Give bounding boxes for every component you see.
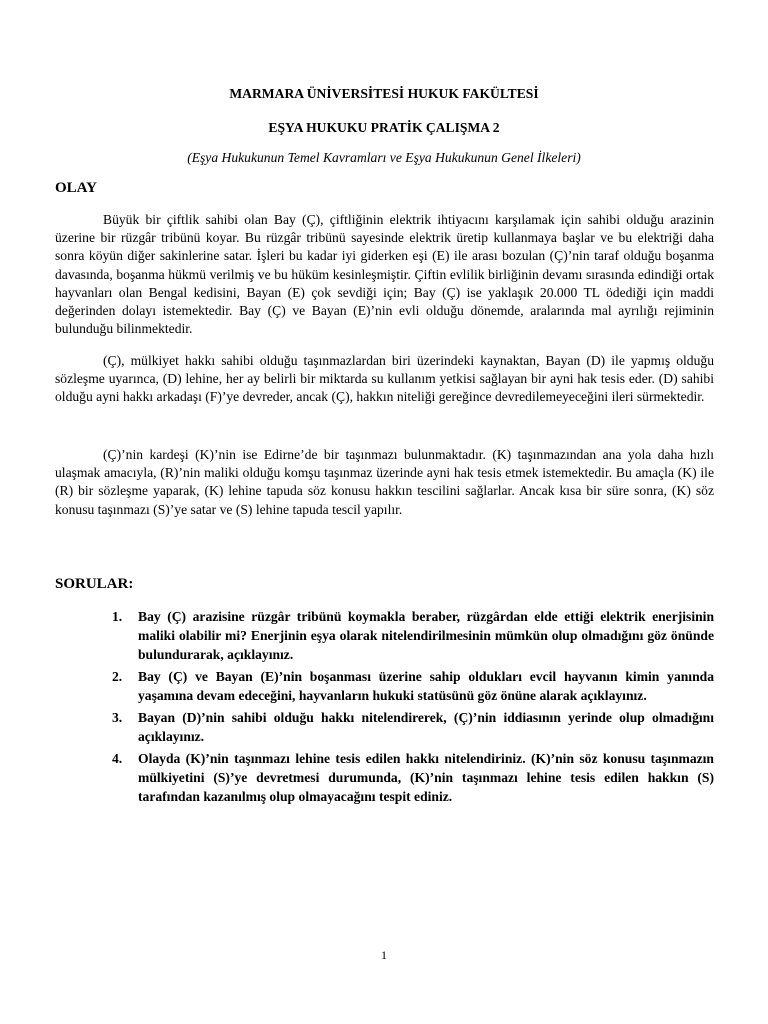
sorular-heading: SORULAR: bbox=[55, 576, 134, 592]
case-paragraph-2: (Ç), mülkiyet hakkı sahibi olduğu taşınmazlardan biri üzerindeki kaynaktan, Bayan (D) ile yapmış olduğu sözleşme uyarınca, (D) lehine, her ay belirli bir miktarda su kullanım yetkisi sağlayan bir ayni hak tesis eder. (D) sahibi olduğu ayni hakkı arkadaşı (F)’ye devreder, ancak (Ç), hakkın niteliği gereğince devredilemeyeceğini ileri sürmektedir. bbox=[55, 353, 714, 405]
page-number: 1 bbox=[381, 948, 387, 962]
question-item bbox=[110, 667, 714, 705]
question-item bbox=[110, 708, 714, 746]
document-subtitle: (Eşya Hukukunun Temel Kavramları ve Eşya Hukukunun Genel İlkeleri) bbox=[187, 150, 581, 165]
question-number: 1. bbox=[112, 609, 123, 624]
question-item bbox=[110, 749, 714, 806]
question-text: Bay (Ç) ve Bayan (E)’nin boşanması üzerine sahip oldukları evcil hayvanın kimin yanında yaşamına devam edeceğini, hayvanların hukuki statüsünü göz önüne alarak açıklayınız. bbox=[138, 669, 714, 703]
case-paragraph-3: (Ç)’nin kardeşi (K)’nin ise Edirne’de bir taşınmazı bulunmaktadır. (K) taşınmazından ana yola daha hızlı ulaşmak amacıyla, (R)’nin maliki olduğu komşu taşınmaz üzerinde ayni hak tesis etmek istemektedir. Bu amaçla (K) ile (R) bir sözleşme yaparak, (K) lehine tapuda söz konusu hakkın tescilini sağlarlar. Ancak kısa bir süre sonra, (K) söz konusu taşınmazı (S)’ye satar ve (S) lehine tapuda tescil yapılır. bbox=[55, 447, 714, 517]
question-item bbox=[110, 607, 714, 664]
question-number: 3. bbox=[112, 710, 123, 725]
document-title-institution: MARMARA ÜNİVERSİTESİ HUKUK FAKÜLTESİ bbox=[229, 86, 539, 101]
question-text: Olayda (K)’nin taşınmazı lehine tesis edilen hakkı nitelendiriniz. (K)’nin söz konusu taşınmazın mülkiyetini (S)’ye devretmesi durumunda, (K)’nin taşınmazı lehine tesis edilen hakkın (S) tarafından kazanılmış olup olmayacağını tespit ediniz. bbox=[138, 751, 714, 804]
questions-list bbox=[110, 607, 714, 809]
question-number: 2. bbox=[112, 669, 123, 684]
question-text: Bay (Ç) arazisine rüzgâr tribünü koymakla beraber, rüzgârdan elde ettiği elektrik enerjisinin maliki olabilir mi? Enerjinin eşya olarak nitelendirilmesinin mümkün olup olmadığını göz önünde bulundurarak, açıklayınız. bbox=[138, 609, 714, 662]
case-paragraph-1: Büyük bir çiftlik sahibi olan Bay (Ç), çiftliğinin elektrik ihtiyacını karşılamak için sahibi olduğu arazinin üzerine bir rüzgâr tribünü koyar. Bu rüzgâr tribünü sayesinde elektrik üretip kullanmaya başlar ve bu elektriği daha sonra köyün diğer sakinlerine satar. İşleri bu kadar iyi giderken eşi (E) ile arası bozulan (Ç)’nin taraf olduğu boşanma davasında, boşanma hükmü verilmiş ve bu hüküm kesinleşmiştir. Çiftin evlilik birliğinin devamı sırasında edindiği ortak hayvanları olan Bengal kedisini, Bayan (E) çok sevdiği için; Bay (Ç) ise yaklaşık 20.000 TL ödediği için maddi değerinden dolayı istemektedir. Bay (Ç) ve Bayan (E)’nin evli olduğu dönemde, aralarında mal ayrılığı rejiminin bulunduğu bilinmektedir. bbox=[55, 212, 714, 337]
question-number: 4. bbox=[112, 751, 123, 766]
question-text: Bayan (D)’nin sahibi olduğu hakkı nitelendirerek, (Ç)’nin iddiasının yerinde olup olmadığını açıklayınız. bbox=[138, 710, 714, 744]
olay-heading: OLAY bbox=[55, 180, 97, 196]
document-title-course: EŞYA HUKUKU PRATİK ÇALIŞMA 2 bbox=[268, 120, 500, 135]
